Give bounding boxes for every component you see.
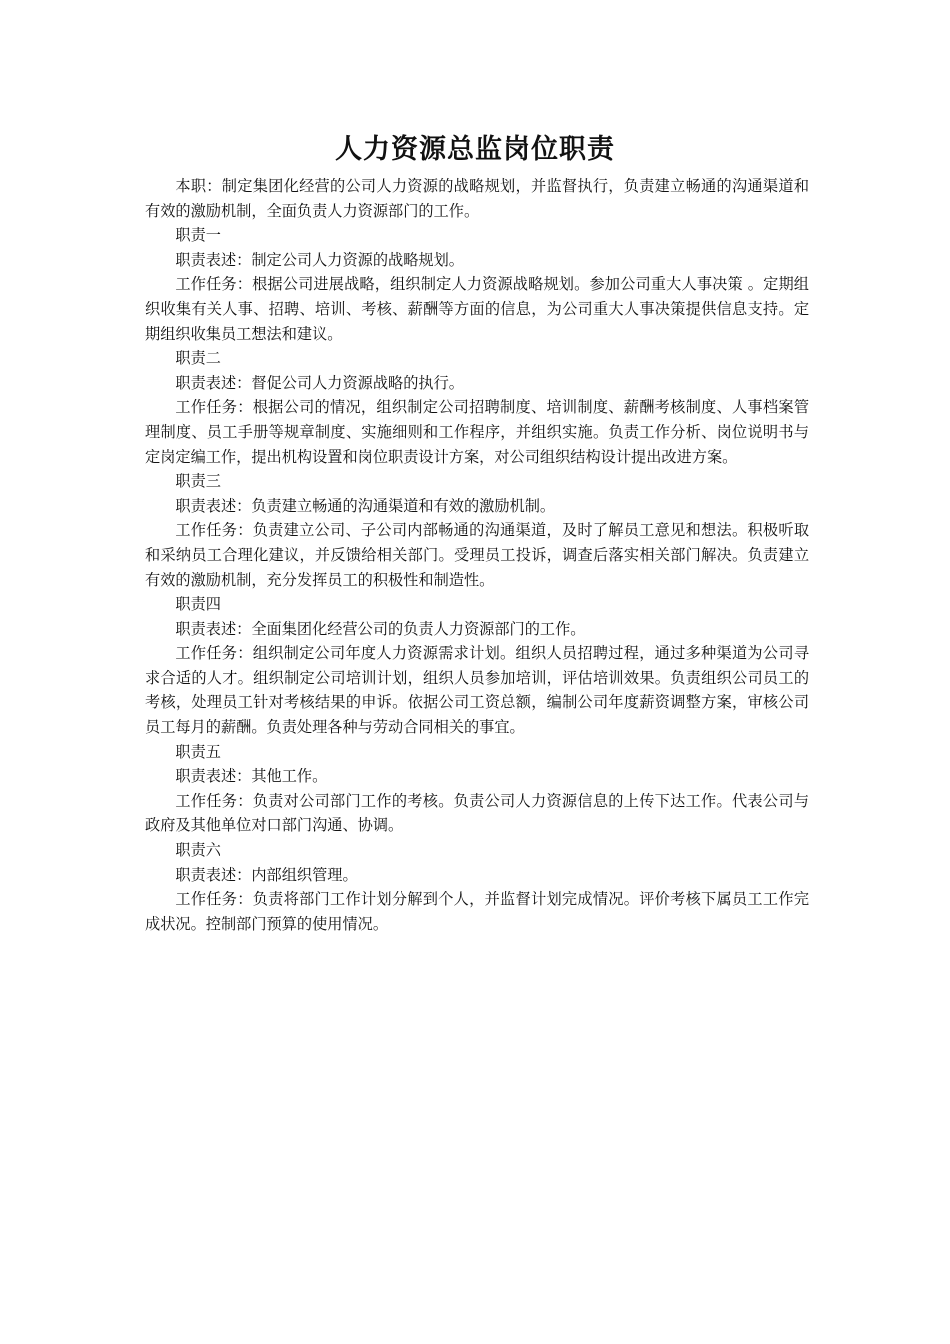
duty-tasks-6: 工作任务：负责将部门工作计划分解到个人，并监督计划完成情况。评价考核下属员工工作完成状况。控制部门预算的使用情况。 [145,890,809,933]
duty-heading-1: 职责一 [175,226,221,245]
document-title: 人力资源总监岗位职责 [335,134,615,165]
duty-heading-4: 职责四 [175,595,221,614]
paragraph-summary: 本职：制定集团化经营的公司人力资源的战略规划，并监督执行，负责建立畅通的沟通渠道和有效的激励机制，全面负责人力资源部门的工作。 [145,177,809,220]
duty-description-3: 职责表述：负责建立畅通的沟通渠道和有效的激励机制。 [175,496,556,515]
duty-tasks-1: 工作任务：根据公司进展战略，组织制定人力资源战略规划。参加公司重大人事决策 。定期组织收集有关人事、招聘、培训、考核、薪酬等方面的信息，为公司重大人事决策提供信息支持。定期组织收集员工想法和建议。 [145,275,809,343]
duty-description-2: 职责表述：督促公司人力资源战略的执行。 [175,373,464,392]
duty-heading-5: 职责五 [175,742,221,761]
duty-description-6: 职责表述：内部组织管理。 [175,865,358,884]
duty-heading-3: 职责三 [175,472,221,491]
duty-description-1: 职责表述：制定公司人力资源的战略规划。 [175,250,464,269]
duty-tasks-3: 工作任务：负责建立公司、子公司内部畅通的沟通渠道，及时了解员工意见和想法。积极听取和采纳员工合理化建议，并反馈给相关部门。受理员工投诉，调查后落实相关部门解决。负责建立有效的激励机制，充分发挥员工的积极性和制造性。 [145,521,809,589]
duty-tasks-2: 工作任务：根据公司的情况，组织制定公司招聘制度、培训制度、薪酬考核制度、人事档案管理制度、员工手册等规章制度、实施细则和工作程序，并组织实施。负责工作分析、岗位说明书与定岗定编工作，提出机构设置和岗位职责设计方案，对公司组织结构设计提出改进方案。 [145,398,809,466]
duty-description-4: 职责表述：全面集团化经营公司的负责人力资源部门的工作。 [175,619,586,638]
duty-description-5: 职责表述：其他工作。 [175,767,328,786]
document-body [145,174,809,936]
duty-heading-6: 职责六 [175,841,221,860]
duty-heading-2: 职责二 [175,349,221,368]
duty-tasks-5: 工作任务：负责对公司部门工作的考核。负责公司人力资源信息的上传下达工作。代表公司与政府及其他单位对口部门沟通、协调。 [145,791,809,835]
duty-tasks-4: 工作任务：组织制定公司年度人力资源需求计划。组织人员招聘过程，通过多种渠道为公司寻求合适的人才。组织制定公司培训计划，组织人员参加培训，评估培训效果。负责组织公司员工的考核，处理员工针对考核结果的申诉。依据公司工资总额，编制公司年度薪资调整方案，审核公司员工每月的薪酬。负责处理各种与劳动合同相关的事宜。 [145,644,809,737]
